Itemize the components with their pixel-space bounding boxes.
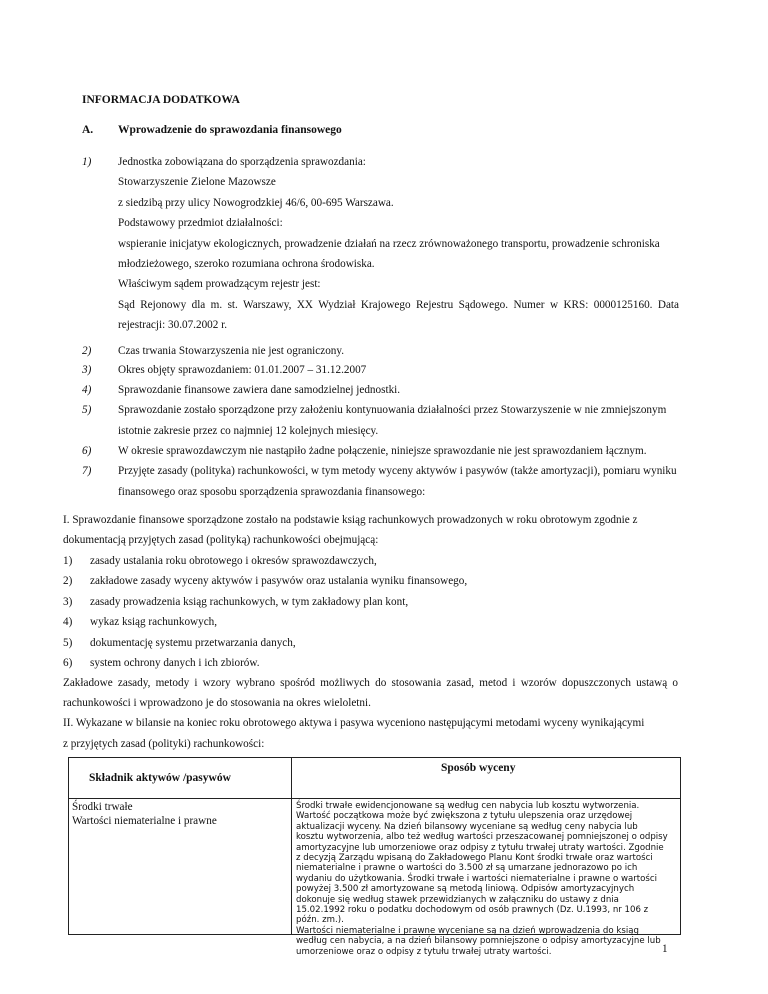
- item-7-text-cont: finansowego oraz sposobu sporządzenia sprawozdania finansowego:: [118, 486, 426, 498]
- valuation-line: aktualizacji wyceny. Na dzień bilansowy wyceniane są według ceny nabycia lub: [296, 821, 638, 832]
- valuation-line: według cen nabycia, a na dzień bilansowy pomniejszone o odpisy amortyzacyjne lub: [296, 936, 661, 947]
- section-a-label: A.: [82, 124, 94, 136]
- valuation-line: późn. zm.).: [296, 915, 344, 926]
- item-1-number: 1): [82, 156, 92, 168]
- item-6-number: 6): [82, 445, 92, 457]
- item-3-number: 3): [82, 364, 92, 376]
- item-7-text: Przyjęte zasady (polityka) rachunkowości, w tym metody wyceny aktywów i pasywów (także amortyzacji), pomiaru wyniku: [118, 465, 677, 477]
- item-2-text: Czas trwania Stowarzyszenia nie jest ograniczony.: [118, 345, 345, 357]
- page-number: 1: [662, 943, 668, 955]
- court-line-1: Sąd Rejonowy dla m. st. Warszawy, XX Wydział Krajowego Rejestru Sądowego. Numer w KRS: 0000125160. Data: [118, 299, 679, 311]
- part-i-list-num-3: 3): [63, 596, 73, 608]
- valuation-line: kosztu wytworzenia, albo też według wartości przeszacowanej pomniejszonej o odpisy: [296, 832, 668, 843]
- valuation-line: dokonuje się według stawek przewidzianych w załączniku do ustawy z dnia: [296, 894, 619, 905]
- part-i-line-1: I. Sprawozdanie finansowe sporządzone zostało na podstawie ksiąg rachunkowych prowadzonych w roku obrotowym zgodnie z: [63, 514, 638, 526]
- part-i-list-num-5: 5): [63, 637, 73, 649]
- activity-line-1: wspieranie inicjatyw ekologicznych, prowadzenie działań na rzecz zrównoważonego transportu, prowadzenie schroniska: [118, 238, 660, 250]
- part-i-list-item-2: zakładowe zasady wyceny aktywów i pasywów oraz ustalania wyniku finansowego,: [90, 575, 468, 587]
- item-5-text-cont: istotnie zakresie przez co najmniej 12 kolejnych miesięcy.: [118, 425, 379, 437]
- court-label: Właściwym sądem prowadzącym rejestr jest:: [118, 278, 321, 290]
- valuation-line: wydaniu do użytkowania. Środki trwałe i wartości niematerialne i prawne o wartości: [296, 873, 658, 884]
- table-cell-valuation-text: [296, 801, 676, 957]
- valuation-line: Wartości niematerialne i prawne wyceniane są na dzień wprowadzenia do ksiąg: [296, 925, 639, 936]
- activity-line-2: młodzieżowego, szeroko rozumiana ochrona środowiska.: [118, 258, 375, 270]
- part-i-list-item-1: zasady ustalania roku obrotowego i okresów sprawozdawczych,: [90, 555, 377, 567]
- table-header-component: Składnik aktywów /pasywów: [89, 772, 231, 784]
- part-i-list-item-6: system ochrony danych i ich zbiorów.: [90, 657, 260, 669]
- document-title: INFORMACJA DODATKOWA: [82, 94, 240, 106]
- item-1-heading: Jednostka zobowiązana do sporządzenia sprawozdania:: [118, 156, 366, 168]
- item-2-number: 2): [82, 345, 92, 357]
- valuation-line: Środki trwałe ewidencjonowane są według cen nabycia lub kosztu wytworzenia.: [296, 801, 640, 811]
- table-column-divider: [291, 758, 292, 934]
- table-cell-fixed-assets: Środki trwałe: [72, 801, 133, 813]
- item-5-text: Sprawozdanie zostało sporządzone przy założeniu kontynuowania działalności przez Stowarzyszenie w nie zmniejszonym: [118, 404, 667, 416]
- table-header-valuation-method: Sposób wyceny: [441, 762, 516, 774]
- part-i-list-num-4: 4): [63, 616, 73, 628]
- entity-name: Stowarzyszenie Zielone Mazowsze: [118, 176, 276, 188]
- valuation-line: Wartość początkowa może być zwiększona z tytułu ulepszenia oraz urzędowej: [296, 811, 633, 822]
- part-i-list-item-5: dokumentację systemu przetwarzania danych,: [90, 637, 296, 649]
- part-i-line-2: dokumentacją przyjętych zasad (polityką) rachunkowości obejmującą:: [63, 534, 379, 546]
- item-5-number: 5): [82, 404, 92, 416]
- item-4-number: 4): [82, 384, 92, 396]
- part-ii-line-1: II. Wykazane w bilansie na koniec roku obrotowego aktywa i pasywa wyceniono następującymi metodami wyceny wynikającymi: [63, 717, 645, 729]
- part-i-list-item-4: wykaz ksiąg rachunkowych,: [90, 616, 218, 628]
- valuation-line: 15.02.1992 roku o podatku dochodowym od osób prawnych (Dz. U.1993, nr 106 z: [296, 905, 649, 916]
- part-i-list-num-6: 6): [63, 657, 73, 669]
- part-i-list-item-3: zasady prowadzenia ksiąg rachunkowych, w tym zakładowy plan kont,: [90, 596, 409, 608]
- valuation-line: umorzeniowe oraz o odpisy z tytułu trwałej utraty wartości.: [296, 946, 552, 957]
- item-4-text: Sprawozdanie finansowe zawiera dane samodzielnej jednostki.: [118, 384, 401, 396]
- table-header-divider: [69, 798, 680, 799]
- section-a-title: Wprowadzenie do sprawozdania finansowego: [118, 124, 342, 136]
- valuation-line: niematerialne i prawne o wartości do 3.500 zł są umarzane jednorazowo po ich: [296, 863, 638, 874]
- entity-address: z siedzibą przy ulicy Nowogrodzkiej 46/6, 00-695 Warszawa.: [118, 197, 394, 209]
- part-i-closing-1: Zakładowe zasady, metody i wzory wybrano spośród możliwych do stosowania zasad, metod i wzorów dopuszczonych ustawą o: [63, 677, 678, 689]
- item-7-number: 7): [82, 465, 92, 477]
- item-6-text: W okresie sprawozdawczym nie nastąpiło żadne połączenie, niniejsze sprawozdanie nie jest sprawozdaniem łącznym.: [118, 445, 647, 457]
- table-cell-intangibles: Wartości niematerialne i prawne: [72, 815, 217, 827]
- item-3-text: Okres objęty sprawozdaniem: 01.01.2007 – 31.12.2007: [118, 364, 367, 376]
- valuation-line: powyżej 3.500 zł amortyzowane są metodą liniową. Odpisów amortyzacyjnych: [296, 884, 635, 895]
- activity-label: Podstawowy przedmiot działalności:: [118, 217, 283, 229]
- valuation-table: [68, 757, 681, 957]
- part-i-list-num-1: 1): [63, 555, 73, 567]
- part-i-closing-2: rachunkowości i wprowadzono je do stosowania na okres wieloletni.: [63, 697, 371, 709]
- court-line-2: rejestracji: 30.07.2002 r.: [118, 319, 228, 331]
- part-ii-line-2: z przyjętych zasad (polityki) rachunkowości:: [63, 738, 265, 750]
- valuation-line: amortyzacyjne lub umorzeniowe oraz odpisy z tytułu trwałej utraty wartości. Zgodnie: [296, 842, 664, 853]
- valuation-line: z decyzją Zarządu wpisaną do Zakładowego Planu Kont środki trwałe oraz wartości: [296, 853, 653, 864]
- part-i-list-num-2: 2): [63, 575, 73, 587]
